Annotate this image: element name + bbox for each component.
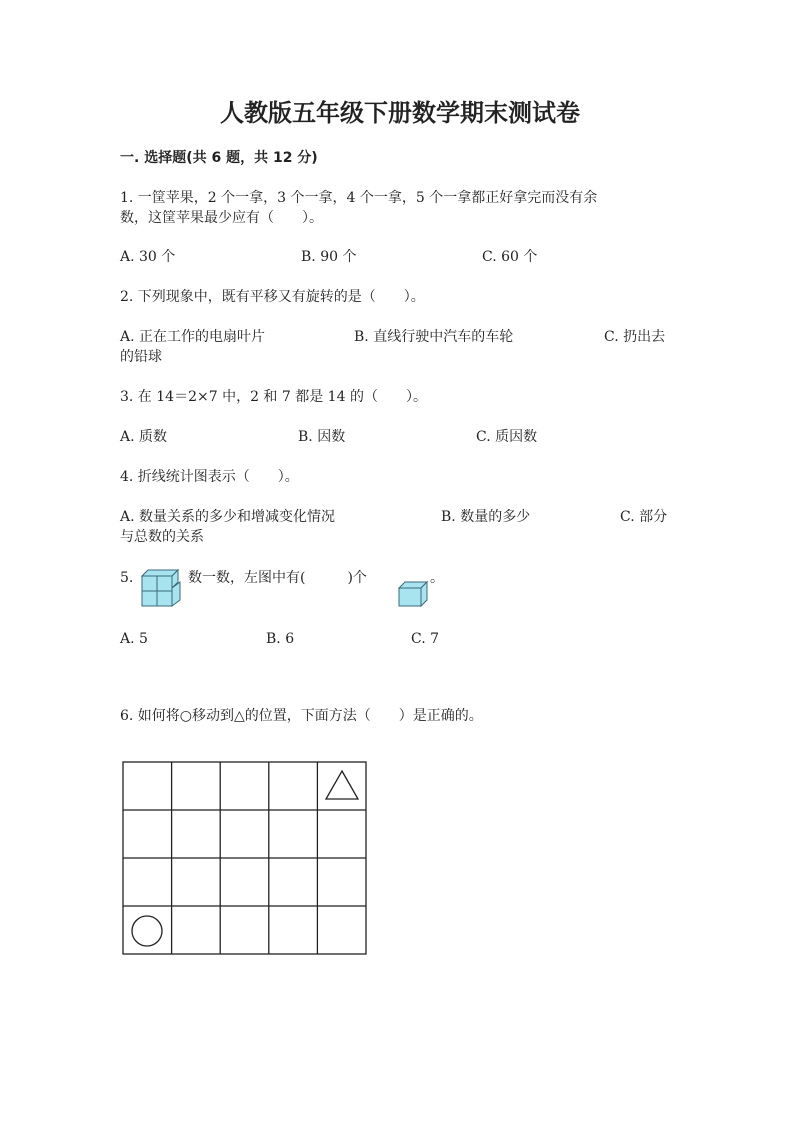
grid-figure [122,761,368,956]
q2-option-c-cont: 的铅球 [120,349,162,365]
section-heading: 一. 选择题(共 6 题，共 12 分) [120,150,318,166]
unit-cube-icon [397,580,429,608]
question-1: 1. 一筐苹果，2 个一拿，3 个一拿，4 个一拿，5 个一拿都正好拿完而没有余 [120,190,598,206]
q3-option-b: B. 因数 [298,429,346,445]
q5-option-b: B. 6 [266,631,295,647]
q3-option-a: A. 质数 [120,429,168,445]
q1-option-b: B. 90 个 [301,249,357,265]
q2-option-a: A. 正在工作的电扇叶片 [120,329,266,345]
q4-option-c-cont: 与总数的关系 [120,529,204,545]
cube-stack-icon [138,568,186,608]
q5-option-a: A. 5 [120,631,148,647]
triangle-shape [326,771,358,799]
question-2: 2. 下列现象中，既有平移又有旋转的是（ ）。 [120,289,425,305]
q5-option-c: C. 7 [411,631,440,647]
q1-option-a: A. 30 个 [120,249,176,265]
question-1-cont: 数，这筐苹果最少应有（ ）。 [120,210,323,226]
q4-option-b: B. 数量的多少 [441,509,531,525]
question-5-end: 。 [430,570,444,586]
question-6: 6. 如何将○移动到△的位置，下面方法（ ）是正确的。 [120,708,483,724]
question-3: 3. 在 14＝2×7 中，2 和 7 都是 14 的（ ）。 [120,389,427,405]
circle-shape [132,916,162,946]
question-4: 4. 折线统计图表示（ ）。 [120,469,299,485]
question-5-number: 5. [120,570,134,586]
q4-option-c: C. 部分 [620,509,668,525]
q4-option-a: A. 数量关系的多少和增减变化情况 [120,509,336,525]
question-5-text: 数一数，左图中有( )个 [188,570,367,586]
q3-option-c: C. 质因数 [476,429,538,445]
q2-option-b: B. 直线行驶中汽车的车轮 [354,329,514,345]
page-title: 人教版五年级下册数学期末测试卷 [220,98,580,127]
q1-option-c: C. 60 个 [482,249,538,265]
q2-option-c: C. 扔出去 [604,329,666,345]
